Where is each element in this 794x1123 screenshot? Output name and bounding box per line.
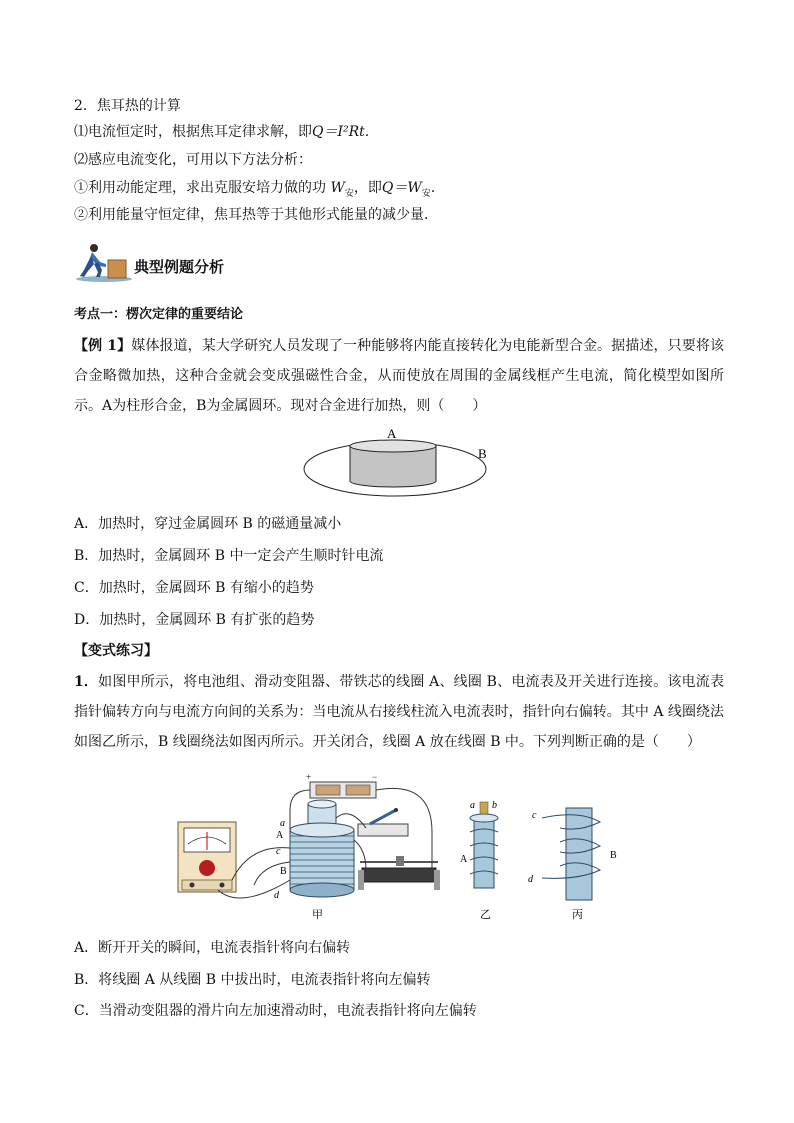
svg-text:A: A (460, 854, 468, 865)
example-1-option-d: D．加热时，金属圆环 B 有扩张的趋势 (74, 612, 315, 628)
svg-text:c: c (276, 846, 281, 857)
svg-text:c: c (532, 810, 537, 821)
coil-a-winding-icon (460, 800, 498, 921)
person-pushing-box-icon (76, 242, 134, 282)
circuit-figures (170, 770, 640, 926)
practice-option-c: C．当滑动变阻器的滑片向左加速滑动时，电流表指针将向左偏转 (74, 1003, 477, 1019)
svg-text:+: + (306, 772, 312, 782)
coil-a-b-icon (290, 800, 354, 897)
svg-text:B: B (280, 866, 287, 877)
svg-text:丙: 丙 (572, 909, 583, 921)
switch-icon (358, 808, 408, 836)
joule-item-2: ⑵感应电流变化，可用以下方法分析： (74, 152, 312, 168)
svg-text:A: A (276, 830, 284, 841)
joule-heading: 2．焦耳热的计算 (74, 98, 181, 114)
joule-item-4: ②利用能量守恒定律，焦耳热等于其他形式能量的减少量． (74, 207, 438, 223)
svg-text:−: − (372, 772, 378, 782)
galvanometer-icon (178, 822, 236, 892)
joule-item-3: ①利用动能定理，求出克服安培力做的功 $W_安$，即$Q=W_安$. (74, 180, 436, 199)
label-a: A (387, 426, 397, 441)
svg-text:a: a (470, 800, 475, 811)
practice-option-a: A．断开开关的瞬间，电流表指针将向右偏转 (74, 940, 351, 956)
example-1-option-c: C．加热时，金属圆环 B 有缩小的趋势 (74, 580, 314, 596)
practice-heading: 【变式练习】 (74, 643, 158, 659)
topic-label: 考点一：楞次定律的重要结论 (74, 307, 244, 322)
svg-text:b: b (492, 800, 497, 811)
example-1-question: 【例 1】媒体报道，某大学研究人员发现了一种能够将内能直接转化为电能新型合金。据描述，只要将该合金略微加热，这种合金就会变成强磁性合金，从而使放在周围的金属线框产生电流，简化模型如图所示。A为柱形合金，B为金属圆环。现对合金进行加热，则（ ） (74, 338, 724, 414)
rheostat-icon (358, 856, 440, 890)
alloy-ring-figure (300, 424, 500, 500)
svg-text:d: d (528, 874, 533, 885)
svg-text:d: d (274, 890, 279, 901)
battery-icon (306, 772, 377, 798)
svg-text:a: a (280, 818, 285, 829)
example-1-option-b: B．加热时，金属圆环 B 中一定会产生顺时针电流 (74, 548, 384, 564)
section-title: 典型例题分析 (134, 258, 225, 276)
label-b: B (478, 446, 487, 461)
svg-text:乙: 乙 (480, 909, 491, 921)
svg-text:甲: 甲 (312, 909, 323, 921)
practice-question: 1．如图甲所示，将电池组、滑动变阻器、带铁芯的线圈 A、线圈 B、电流表及开关进行连接。该电流表指针偏转方向与电流方向间的关系为：当电流从右接线柱流入电流表时，指针向右偏转。其中 A 线圈绕法如图乙所示，B 线圈绕法如图丙所示。开关闭合，线圈 A 放在线圈 B 中。下列判断正确的是（ ） (74, 674, 724, 750)
coil-b-winding-icon (528, 808, 617, 921)
svg-text:B: B (610, 850, 617, 861)
practice-option-b: B．将线圈 A 从线圈 B 中拔出时，电流表指针将向左偏转 (74, 972, 431, 988)
example-1-option-a: A．加热时，穿过金属圆环 B 的磁通量减小 (74, 516, 342, 532)
joule-item-1: ⑴电流恒定时，根据焦耳定律求解，即Q＝I²Rt. (74, 124, 370, 140)
